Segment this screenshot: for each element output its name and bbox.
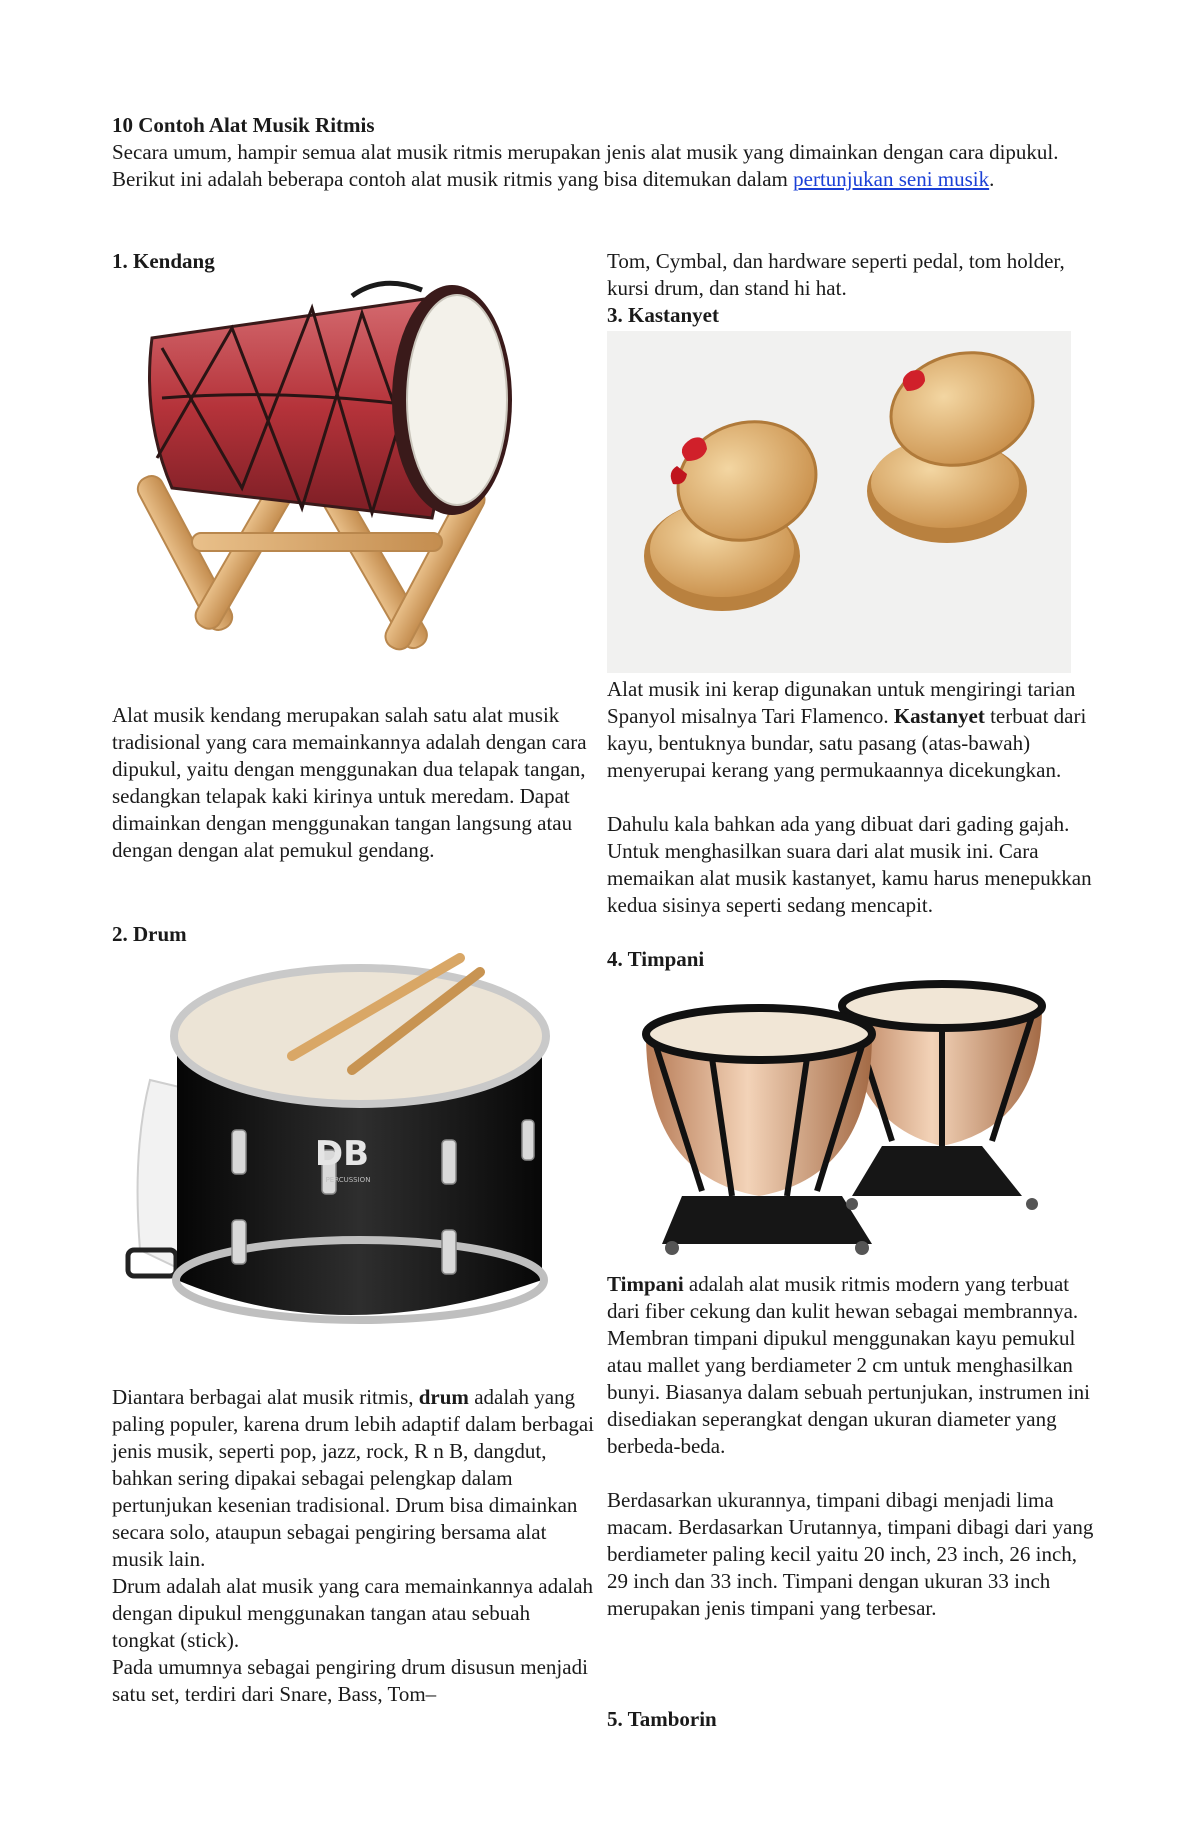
- heading-kendang: 1. Kendang: [112, 249, 215, 273]
- page-title: 10 Contoh Alat Musik Ritmis: [112, 113, 375, 137]
- kastanyet-paragraph-2: Dahulu kala bahkan ada yang dibuat dari gading gajah. Untuk menghasilkan suara dari alat musik ini. Cara memaikan alat musik kastanyet, kamu harus menepukkan kedua sisinya seperti sedang mencapit.: [607, 812, 1092, 917]
- timpani-bold: Timpani: [607, 1272, 684, 1296]
- drum-para1-rest: adalah yang paling populer, karena drum lebih adaptif dalam berbagai jenis musik, seperti pop, jazz, rock, R n B, dangdut, bahkan sering dipakai sebagai pelengkap dalam pertunjukan kesenian tradisional. Drum bisa dimainkan secara solo, ataupun sebagai pengiring bersama alat musik lain.: [112, 1385, 594, 1571]
- timpani-paragraph-2: Berdasarkan ukurannya, timpani dibagi menjadi lima macam. Berdasarkan Urutannya, timpani dibagi dari yang berdiameter paling kecil yaitu 20 inch, 23 inch, 26 inch, 29 inch dan 33 inch. Timpani dengan ukuran 33 inch merupakan jenis timpani yang terbesar.: [607, 1488, 1094, 1620]
- drum-paragraph-3: Pada umumnya sebagai pengiring drum disusun menjadi satu set, terdiri dari Snare, Bass, Tom–: [112, 1655, 588, 1706]
- heading-timpani: 4. Timpani: [607, 947, 705, 971]
- drum-para1-text: Diantara berbagai alat musik ritmis,: [112, 1385, 419, 1409]
- kastanyet-paragraph-1: [607, 676, 1097, 784]
- kastanyet-para1-rest: terbuat dari kayu, bentuknya bundar, satu pasang (atas-bawah) menyerupai kerang yang permukaannya dicekungkan.: [607, 704, 1087, 782]
- drum-image: [122, 950, 562, 1338]
- drum-continuation: Tom, Cymbal, dan hardware seperti pedal, tom holder, kursi drum, dan stand hi hat.: [607, 249, 1065, 300]
- intro-link[interactable]: pertunjukan seni musik: [793, 167, 990, 191]
- kastanyet-image: [607, 331, 1071, 673]
- drum-logo-sub: PERCUSSION: [325, 1176, 371, 1184]
- drum-paragraph-1: [112, 1384, 598, 1573]
- kendang-paragraph: Alat musik kendang merupakan salah satu alat musik tradisional yang cara memainkannya adalah dengan cara dipukul, yaitu dengan menggunakan dua telapak tangan, sedangkan telapak kaki kirinya untuk meredam. Dapat dimainkan dengan menggunakan tangan langsung atau dengan dengan alat pemukul gendang.: [112, 703, 587, 862]
- kendang-image: [132, 278, 564, 688]
- heading-drum: 2. Drum: [112, 922, 187, 946]
- timpani-para1-rest: adalah alat musik ritmis modern yang terbuat dari fiber cekung dan kulit hewan sebagai membrannya. Membran timpani dipukul menggunakan kayu pemukul atau mallet yang berdiameter 2 cm untuk menghasilkan bunyi. Biasanya dalam sebuah pertunjukan, instrumen ini disediakan seperangkat dengan ukuran diameter yang berbeda-beda.: [607, 1272, 1090, 1458]
- intro-text: Secara umum, hampir semua alat musik ritmis merupakan jenis alat musik yang dimainkan dengan cara dipukul. Berikut ini adalah beberapa contoh alat musik ritmis yang bisa ditemukan dalam: [112, 140, 1059, 191]
- kastanyet-para1-text: Alat musik ini kerap digunakan untuk mengiringi tarian Spanyol misalnya Tari Flamenco.: [607, 677, 1076, 728]
- kastanyet-bold: Kastanyet: [893, 704, 985, 728]
- intro-end: .: [989, 167, 995, 191]
- timpani-paragraph-1: [607, 1271, 1097, 1460]
- drum-bold: drum: [418, 1385, 469, 1409]
- intro-paragraph: [112, 139, 1112, 193]
- heading-tamborin: 5. Tamborin: [607, 1707, 717, 1731]
- drum-paragraph-2: Drum adalah alat musik yang cara memainkannya adalah dengan dipukul menggunakan tangan atau sebuah tongkat (stick).: [112, 1574, 594, 1652]
- heading-kastanyet: 3. Kastanyet: [607, 303, 719, 327]
- timpani-image: [642, 976, 1052, 1256]
- drum-logo: DB: [314, 1134, 370, 1174]
